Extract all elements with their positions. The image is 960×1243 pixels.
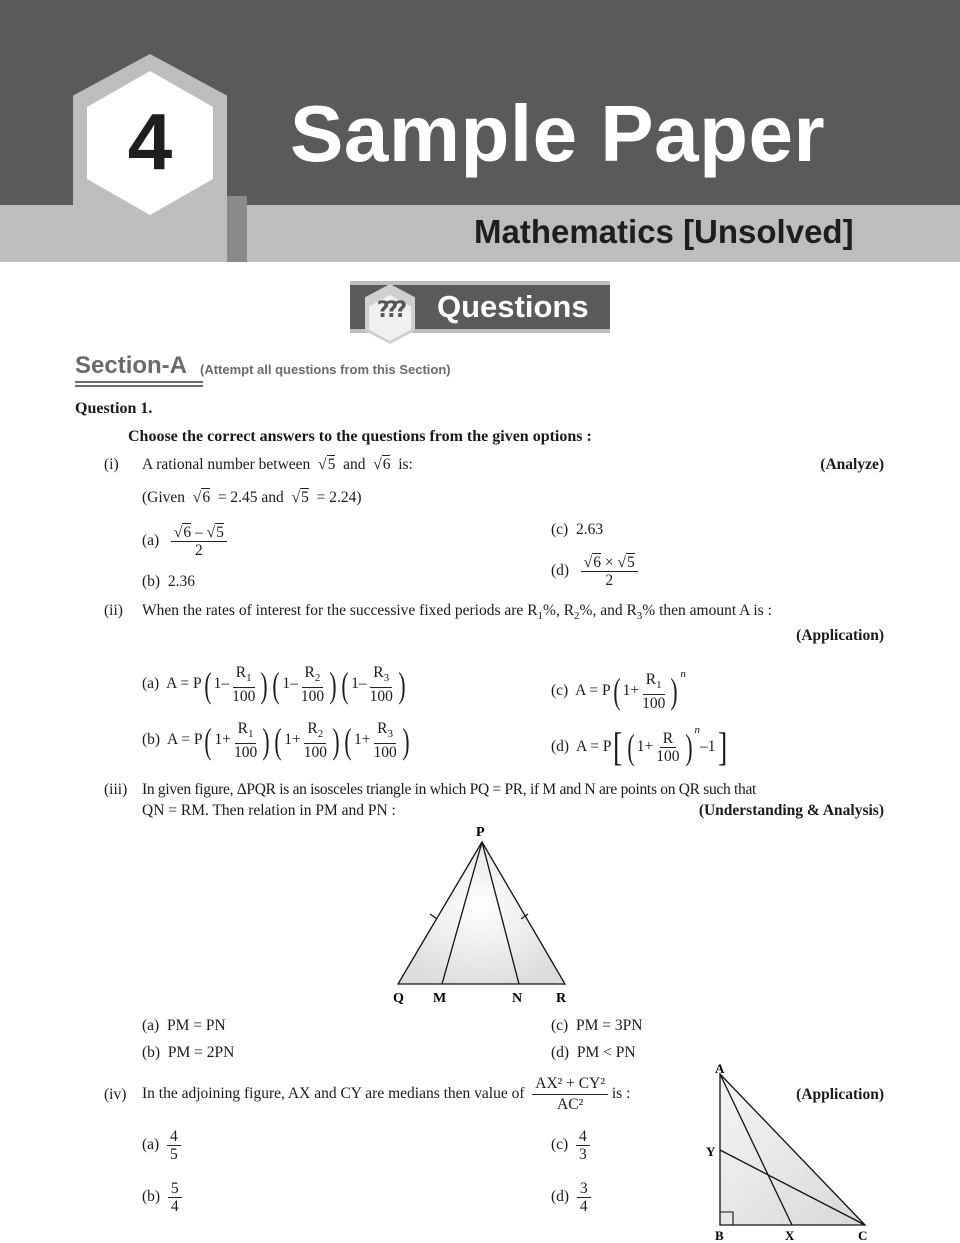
operator: + (291, 731, 301, 749)
option-d[interactable]: (d) A = P[ ( 1+ $\frac{R}{100}$ ) $^n$–1] (551, 724, 727, 770)
operator: – (194, 524, 203, 541)
part-iii-stem-line2: QN = RM. Then relation in PM and PN : (142, 802, 396, 819)
sqrt-value: 6 (382, 456, 391, 473)
operator: + (361, 731, 371, 749)
page-title: Sample Paper (290, 89, 826, 178)
denominator: 100 (369, 688, 393, 706)
denominator: 4 (579, 1198, 588, 1215)
option-label: (b) (142, 1188, 161, 1206)
option-label: (b) (142, 573, 161, 590)
sqrt-value: 5 (626, 554, 635, 571)
sqrt-value: 5 (216, 524, 224, 541)
operator: + (644, 738, 654, 755)
formula-lhs: A = P (575, 682, 611, 699)
denominator: 4 (170, 1198, 179, 1215)
cognitive-tag: (Application) (796, 1086, 884, 1103)
option-label: (d) (551, 1044, 570, 1061)
option-text: PM = 3PN (575, 1017, 643, 1034)
option-label: (c) (551, 682, 569, 699)
sqrt-value: 5 (301, 489, 309, 506)
term: 1 (284, 731, 292, 749)
sqrt-value: 6 (593, 554, 601, 571)
fraction (532, 1074, 608, 1115)
numerator: R (237, 720, 248, 737)
numerator: 4 (576, 1128, 590, 1146)
cognitive-tag: (Analyze) (820, 456, 884, 473)
subscript: 1 (656, 678, 662, 691)
section-note: (Attempt all questions from this Section) (200, 362, 451, 377)
option-text: PM = 2PN (167, 1044, 235, 1061)
formula-lhs: A = P (166, 675, 202, 693)
stem-text: %, and R (579, 602, 637, 619)
section-underline (75, 381, 203, 383)
part-i-given: (Given √6 = 2.45 and √5 = 2.24) (142, 489, 362, 506)
term: 1 (353, 731, 362, 749)
option-label: (a) (142, 1017, 160, 1034)
denominator: AC² (557, 1095, 584, 1113)
part-number: (iii) (104, 781, 128, 798)
option-label: (c) (551, 521, 569, 538)
option-d[interactable] (551, 1043, 636, 1063)
sqrt-value: 6 (202, 489, 211, 506)
vertex-label-b: B (715, 1228, 724, 1243)
subscript: 1 (247, 728, 254, 741)
option-c[interactable] (551, 1016, 642, 1036)
option-label: (c) (551, 1136, 569, 1154)
option-d[interactable] (551, 554, 638, 589)
denominator: 100 (300, 688, 325, 706)
paper-number: 4 (127, 97, 173, 186)
fraction (577, 1180, 591, 1215)
option-label: (b) (142, 731, 161, 749)
exponent: n (694, 724, 701, 736)
numerator: R (304, 664, 315, 681)
option-a[interactable] (142, 1128, 181, 1163)
fraction (167, 1128, 181, 1163)
subscript: 1 (537, 610, 544, 623)
stem-text: A rational number between (142, 456, 311, 473)
point-label-y: Y (706, 1144, 716, 1159)
vertex-label-p: P (476, 825, 485, 840)
section-title: Section-A (75, 352, 188, 379)
subscript: 2 (314, 672, 321, 685)
operator: – (358, 675, 367, 693)
numerator: AX² + CY² (532, 1074, 608, 1095)
part-number: (ii) (104, 602, 123, 619)
option-b[interactable] (142, 572, 195, 592)
operator: – (290, 675, 298, 693)
question-number: Question 1. (75, 400, 153, 417)
option-text: 2.63 (575, 521, 604, 538)
given-text: = 2.45 and (217, 489, 284, 506)
subscript: 3 (387, 728, 393, 741)
numerator: R (373, 664, 384, 681)
option-c[interactable] (551, 520, 603, 540)
denominator: 100 (233, 744, 258, 762)
option-label: (a) (142, 532, 160, 550)
cognitive-tag: (Application) (796, 627, 884, 644)
stem-text: %, R (543, 602, 575, 619)
stem-text: When the rates of interest for the successive fixed periods are R (142, 602, 538, 619)
numerator: 4 (167, 1128, 181, 1146)
term: 1 (636, 738, 645, 755)
numerator: 3 (577, 1180, 591, 1198)
term: 1 (213, 675, 222, 693)
option-label: (c) (551, 1017, 569, 1034)
fraction (576, 1128, 590, 1163)
part-iv-stem (142, 1070, 630, 1118)
fraction (301, 720, 330, 761)
term: 1 (622, 682, 631, 699)
part-i-stem: A rational number between √5 and √6 is: (142, 456, 413, 473)
point-label-n: N (512, 991, 523, 1006)
option-label: (d) (551, 1188, 570, 1206)
sqrt-value: 5 (327, 456, 336, 473)
option-c[interactable] (551, 1128, 590, 1163)
denominator: 100 (656, 747, 680, 765)
header-accent-strip (227, 196, 247, 262)
numerator: R (377, 720, 388, 737)
option-b[interactable] (142, 1180, 182, 1215)
right-triangle-medians-figure (700, 1062, 880, 1243)
denominator: 3 (578, 1146, 587, 1163)
part-number: (i) (104, 456, 119, 473)
numerator: R (235, 664, 247, 681)
fraction: $\frac{√6 \times √5}{2}$ (581, 554, 638, 589)
numerator: 5 (168, 1180, 182, 1198)
subscript: 2 (574, 610, 580, 623)
vertex-label-c: C (858, 1228, 868, 1243)
numerator: R (307, 720, 318, 737)
denominator: 100 (373, 744, 397, 762)
denominator: 2 (194, 542, 203, 559)
fraction: $\frac{√6 - √5}{2}$ (171, 524, 227, 559)
stem-text: is : (611, 1085, 631, 1102)
option-text: 2.36 (167, 573, 195, 590)
operator: × (604, 554, 614, 571)
page-subtitle: Mathematics [Unsolved] (474, 213, 854, 250)
option-d[interactable] (551, 1180, 591, 1215)
fraction (231, 720, 260, 761)
fraction (370, 720, 399, 761)
question-marks-icon: ??? (376, 298, 404, 323)
option-a[interactable]: (a) A = P( 1– $\frac{R_1}{100}$ ) ( 1– $\frac{R_2}{100}$ ) ( 1– $\frac{R_3}{100}$ ) (142, 664, 406, 706)
option-text: PM = PN (166, 1017, 226, 1034)
denominator: 100 (642, 694, 666, 712)
fraction (639, 671, 668, 712)
option-c[interactable]: (c) A = P( 1+ $\frac{R_1}{100}$ ) $^n$ (551, 668, 686, 712)
fraction (367, 664, 396, 705)
denominator: 2 (605, 572, 614, 589)
point-label-x: X (785, 1228, 795, 1243)
isosceles-triangle-figure (385, 822, 575, 1012)
stem-text: and (343, 456, 366, 473)
operator: – (221, 675, 230, 693)
fraction (298, 664, 327, 705)
part-ii-stem (142, 601, 772, 626)
option-label: (d) (551, 738, 570, 755)
denominator: 100 (232, 688, 256, 706)
option-label: (b) (142, 1044, 161, 1061)
section-underline (75, 385, 203, 387)
vertex-label-r: R (556, 991, 567, 1006)
term: 1 (351, 675, 359, 693)
stem-text: is: (398, 456, 413, 473)
operator: + (630, 682, 640, 699)
fraction: $\frac{R}{100}$ (653, 730, 682, 765)
formula-lhs: A = P (575, 738, 612, 755)
sqrt-value: 6 (183, 524, 192, 541)
given-text: (Given (142, 489, 186, 506)
option-a[interactable] (142, 1016, 226, 1036)
option-a[interactable] (142, 524, 227, 559)
questions-banner-label: Questions (437, 289, 589, 324)
term: –1 (700, 738, 716, 755)
vertex-label-q: Q (393, 991, 404, 1006)
option-label: (a) (142, 1136, 160, 1154)
option-label: (d) (551, 562, 570, 580)
subscript: 3 (636, 610, 643, 623)
fraction (168, 1180, 182, 1215)
subscript: 2 (317, 728, 324, 741)
denominator: 100 (303, 744, 327, 762)
option-b[interactable]: (b) A = P( 1+ $\frac{R_1}{100}$ ) ( 1+ $\frac{R_2}{100}$ ) ( 1+ $\frac{R_3}{100}$ ) (142, 720, 410, 762)
numerator: R (645, 670, 657, 688)
fraction (229, 664, 258, 705)
stem-text: % then amount A is : (642, 602, 772, 619)
part-number: (iv) (104, 1086, 127, 1103)
option-label: (a) (142, 675, 160, 693)
operator: + (222, 731, 231, 749)
point-label-m: M (433, 991, 447, 1006)
formula-lhs: A = P (166, 731, 203, 749)
term: 1 (214, 731, 223, 749)
exponent: n (680, 668, 686, 680)
question-instruction: Choose the correct answers to the questions from the given options : (128, 428, 592, 445)
term: 1 (282, 675, 291, 693)
stem-text: In the adjoining figure, AX and CY are medians then value of (142, 1085, 525, 1102)
part-iii-stem-line1: In given figure, ΔPQR is an isosceles triangle in which PQ = PR, if M and N are points on QR such that (142, 781, 757, 798)
option-b[interactable] (142, 1043, 234, 1063)
subscript: 3 (383, 672, 390, 685)
vertex-label-a: A (715, 1062, 725, 1076)
subscript: 1 (246, 672, 252, 685)
cognitive-tag: (Understanding & Analysis) (698, 802, 884, 819)
option-text: PM < PN (576, 1044, 636, 1061)
denominator: 5 (169, 1146, 178, 1163)
given-text: = 2.24) (316, 489, 362, 506)
